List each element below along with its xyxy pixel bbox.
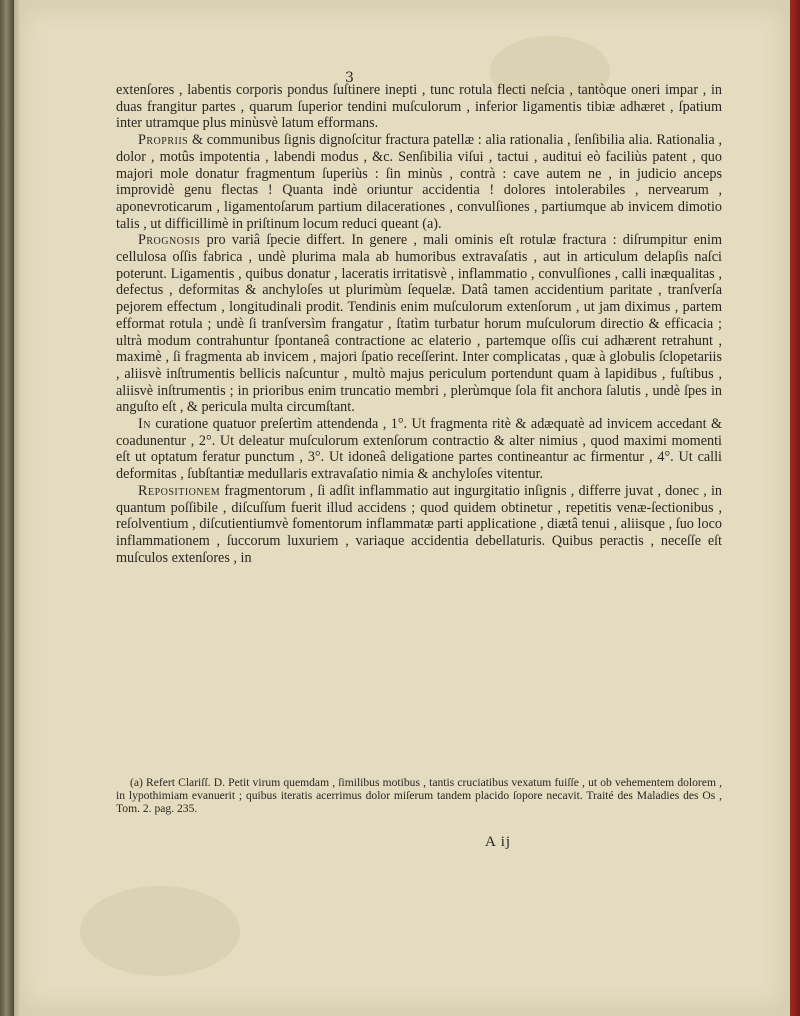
paragraph-lead-word: In <box>138 416 151 433</box>
body-text <box>116 82 722 566</box>
page-number: 3 <box>345 70 354 86</box>
footnote <box>116 776 722 816</box>
paragraph-text: extenſores , labentis corporis pondus ſuſtinere inepti , tunc rotula flecti neſcia , tantòque oneri impar , in duas frangitur partes , quarum ſuperior tendini muſculorum , inferior ligamentis tibiæ adhæret , ſpatium inter utramque plus minùsvè latum efformans. <box>116 82 722 132</box>
paragraph-text: pro variâ ſpecie differt. In genere , mali ominis eſt rotulæ fractura : diſrumpitur enim cellulosa oſſis fabrica , undè plurima mala ab humoribus extravaſatis , aut in articulum delapſis naſci poterunt. Ligamentis , quibus donatur , laceratis irritatisvè , inflammatio , convulſiones , calli inæqualitas , defectus , deformitas & anchyloſes ut plurimùm ſequelæ. Datâ tamen accidentium paritate , tranſverſa pejorem effectum , longitudinali prodit. Tendinis enim muſculorum extenſorum , ut jam diximus , partem efformat rotula ; undè ſi tranſversìm frangatur , ſtatìm turbatur horum muſculorum directio & efficacia ; ultrà modum contrahuntur ſpontaneâ contractione ac elaterio , partemque oſſis cui adhærent retrahunt , maximè , ſi fragmenta ab invicem , majori ſpatio receſſerint. Inter complicatas , quæ à globulis ſclopetariis , aliisvè inſtrumentis bellicis naſcuntur , multò majus periculum portendunt quam à lapidibus , fuſtibus , aliisvè inſtrumentis ; in prioribus enim truncatio membri , plerùmque ſola fit anchora ſalutis , undè ſpes in anguſto eſt , & pericula multa circumſtant. <box>116 232 722 416</box>
printer-signature-mark: A ij <box>485 834 512 850</box>
paragraph-reposition <box>116 483 722 567</box>
paper-stain <box>80 886 240 976</box>
paragraph-lead-word: Prognosis <box>138 232 201 249</box>
paragraph-text: fragmentorum , ſi adſit inflammatio aut ingurgitatio inſignis , differre juvat , donec , in quantum poſſibile , diſcuſſum fuerit illud accidens ; quod quidem obtinetur , repetitis venæ-ſectionibus , reſolventium , diſcutientiumvè fomentorum inflammatæ parti applicatione , diætâ tenui , aliisque , ſuo loco inflammationem , ſuccorum luxuriem , variaque accidentia debellaturis. Quibus peractis , neceſſe eſt muſculos extenſores , in <box>116 482 722 566</box>
paragraph-lead-word: Propriis <box>138 132 189 149</box>
paragraph-lead-word: Repositionem <box>138 482 221 499</box>
book-binding <box>0 0 14 1016</box>
cover-edge <box>790 0 800 1016</box>
paragraph-prognosis <box>116 232 722 416</box>
paragraph-continuation <box>116 82 722 132</box>
paragraph-text: & communibus ſignis dignoſcitur fractura patellæ : alia rationalia , ſenſibilia alia. Rationalia , dolor , motûs impotentia , labendi modus , &c. Senſibilia viſui , tactui , auditui eò faciliùs patent , quo majori mole donatur fragmentum ſuperiùs : ſin minùs , contrà : cave autem ne , in judicio anceps improvidè genu flectas ! Quanta indè oriuntur accidentia ! dolores intolerabiles , nervearum , aponevroticarum , ligamentoſarum partium dilacerationes , convulſiones , partiumque ab invicem dimotio talis , ut difficillimè in priſtinum locum reduci queant (a). <box>116 132 722 232</box>
paragraph-signs <box>116 132 722 232</box>
paragraph-text: curatione quatuor preſertìm attendenda , 1°. Ut fragmenta ritè & adæquatè ad invicem accedant & coadunentur , 2°. Ut deleatur muſculorum extenſorum contractio & alter nimius , quod maximi momenti eſt ut optatum feratur punctum , 3°. Ut idoneâ deligatione partes contineantur ac firmentur , 4°. Ut calli deformitas , ſubſtantiæ medullaris extravaſatio nimia & anchyloſes vitentur. <box>116 416 722 483</box>
paragraph-treatment <box>116 416 722 483</box>
footnote-text: (a) Refert Clariſſ. D. Petit virum quemdam , ſimilibus motibus , tantis cruciatibus vexatum fuiſſe , ut ob vehementem dolorem , in lypothimiam evanuerit ; quibus iteratis acerrimus dolor miſerum tandem placido ſopore necavit. Traité des Maladies des Os , Tom. 2. pag. 235. <box>116 776 722 816</box>
